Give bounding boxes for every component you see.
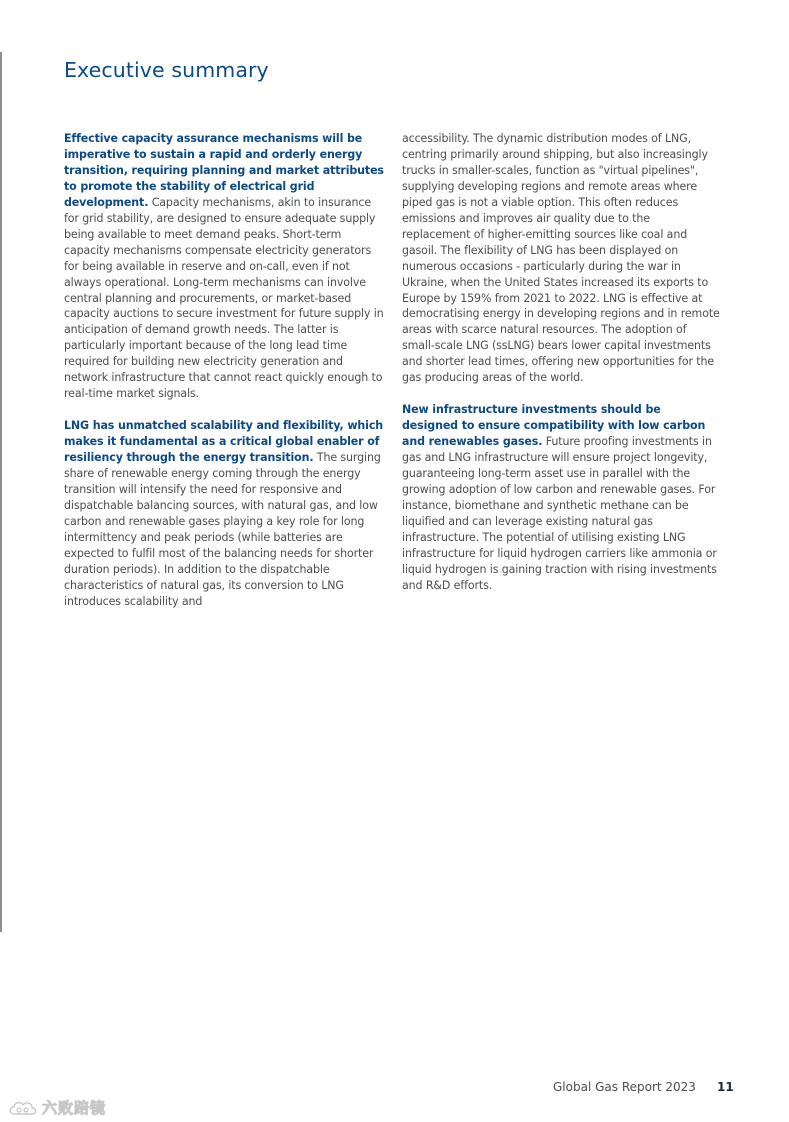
page-title: Executive summary <box>64 58 269 82</box>
paragraph-body: Future proofing investments in gas and LNG infrastructure will ensure project longevity, guaranteeing long-term asset use in parallel with the growing adoption of low carbon and renewable gases. For instance, biomethane and synthetic methane can be liquified and can leverage existing natural gas infrastructure. The potential of utilising existing LNG infrastructure for liquid hydrogen carriers like ammonia or liquid hydrogen is gaining traction with rising investments and R&D efforts. <box>402 435 717 592</box>
page-number: 11 <box>717 1080 734 1094</box>
paragraph-lng-continuation: accessibility. The dynamic distribution modes of LNG, centring primarily around shipping, but also increasingly trucks in smaller-scales, function as "virtual pipelines", supplying developing regions and remote areas where piped gas is not a viable option. This often reduces emissions and improves air quality due to the replacement of higher-emitting sources like coal and gasoil. The flexibility of LNG has been displayed on numerous occasions - particularly during the war in Ukraine, when the United States increased its exports to Europe by 159% from 2021 to 2022. LNG is effective at democratising energy in developing regions and in remote areas with scarce natural resources. The adoption of small-scale LNG (ssLNG) bears lower capital investments and shorter lead times, offering new opportunities for the gas producing areas of the world. <box>402 132 720 385</box>
right-column <box>402 131 720 610</box>
left-column <box>64 131 386 626</box>
cloud-logo-icon <box>8 1099 38 1117</box>
paragraph-body: Capacity mechanisms, akin to insurance for grid stability, are designed to ensure adequate supply being available to meet demand peaks. Short-term capacity mechanisms compensate electricity generators for being available in reserve and on-call, even if not always operational. Long-term mechanisms can involve central planning and procurements, or market-based capacity auctions to secure investment for future supply in anticipation of demand growth needs. The latter is particularly important because of the long lead time required for building new electricity generation and network infrastructure that cannot react quickly enough to real-time market signals. <box>64 195 384 401</box>
paragraph-lead: New infrastructure investments should be designed to ensure compatibility with low carbon and renewables gases. <box>402 403 706 449</box>
paragraph-infrastructure-investments <box>402 402 720 593</box>
paragraph-lng-scalability <box>64 418 386 609</box>
paragraph-lead: Effective capacity assurance mechanisms will be imperative to sustain a rapid and orderly energy transition, requiring planning and market attributes to promote the stability of electrical grid development. <box>64 132 384 209</box>
paragraph-capacity-mechanisms <box>64 131 386 402</box>
watermark-text: 六败踣镜 <box>42 1099 107 1117</box>
paragraph-lead: LNG has unmatched scalability and flexibility, which makes it fundamental as a critical global enabler of resiliency through the energy transition. <box>64 419 384 465</box>
margin-rule <box>0 52 2 932</box>
paragraph-body: The surging share of renewable energy coming through the energy transition will intensify the need for responsive and dispatchable balancing sources, with natural gas, and low carbon and renewable gases playing a key role for long intermittency and peak periods (while batteries are expected to fulfil most of the balancing needs for shorter duration periods). In addition to the dispatchable characteristics of natural gas, its conversion to LNG introduces scalability and <box>64 451 381 608</box>
footer-report-title: Global Gas Report 2023 <box>553 1080 696 1094</box>
watermark <box>8 1097 106 1118</box>
